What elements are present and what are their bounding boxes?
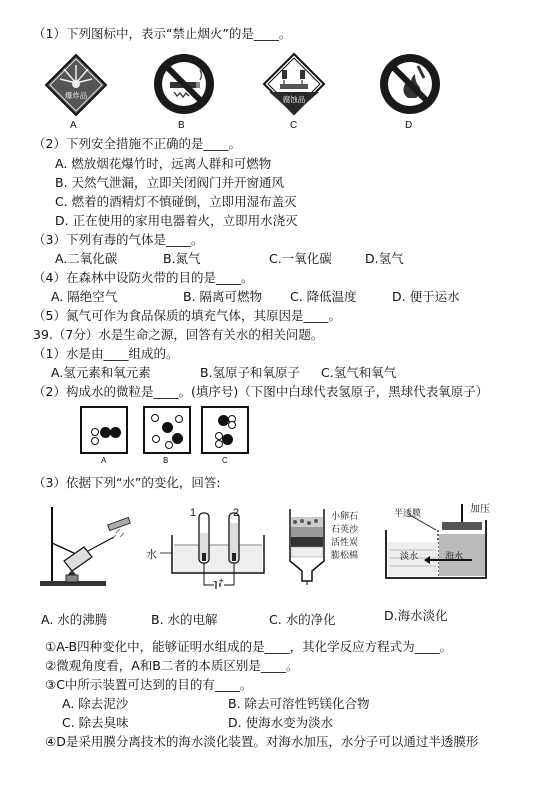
caption-c: C. 水的净化: [269, 612, 336, 627]
q4-option-b: B. 隔离可燃物: [183, 289, 263, 304]
q39-s1: ①A-B四种变化中，能够证明水组成的是____，其化学反应方程式为____。: [45, 639, 453, 654]
q39-sub3: （3）依据下列“水”的变化，回答:: [33, 475, 221, 490]
no-fire-icon: [378, 52, 442, 116]
q2-option-a: A. 燃放烟花爆竹时，远离人群和可燃物: [55, 156, 272, 171]
filter-layer-1: 小卵石: [331, 511, 359, 521]
fresh-water-label: 淡水: [400, 551, 419, 561]
explosive-label: 爆炸品: [64, 91, 88, 100]
q39-s3-option-d: D. 使海水变为淡水: [228, 715, 334, 730]
q39-s3: ③C中所示装置可达到的目的有____。: [45, 677, 253, 692]
q3-option-a: A.二氧化碳: [55, 251, 118, 266]
icon-letter-c: C: [290, 120, 298, 131]
water-filter-figure: [286, 505, 328, 585]
pressure-label: 加压: [470, 504, 490, 515]
q2-option-d: D. 正在使用的家用电器着火，立即用水浇灭: [55, 213, 298, 228]
q39-sub1-option-c: C.氢气和氧气: [321, 365, 397, 380]
electrode-label-2: 2: [233, 507, 240, 519]
q39-sub1-option-a: A.氢元素和氧元素: [51, 365, 151, 380]
q39-sub1-option-b: B.氢原子和氧原子: [200, 365, 301, 380]
q4-option-a: A. 隔绝空气: [51, 289, 118, 304]
q5-stem: （5）氮气可作为食品保质的填充气体，其原因是____。: [33, 308, 341, 323]
particle-letter-b: B: [163, 456, 169, 465]
q39-s3-option-c: C. 除去臭味: [62, 715, 129, 730]
q39-s3-option-b: B. 除去可溶性钙镁化合物: [228, 696, 370, 711]
q2-stem: （2）下列安全措施不正确的是____。: [33, 136, 241, 151]
filter-layer-2: 石英沙: [331, 524, 359, 534]
explosive-hazard-icon: [44, 53, 108, 117]
q4-stem: （4）在森林中设防火带的目的是____。: [33, 270, 254, 285]
q3-option-b: B.氮气: [163, 251, 201, 266]
icon-letter-a: A: [70, 120, 77, 131]
electrolysis-apparatus-figure: [142, 505, 272, 595]
particle-box-a: [80, 406, 128, 454]
polarity-label: - +: [213, 576, 224, 586]
icon-letter-d: D: [405, 120, 413, 131]
membrane-label: 半透膜: [394, 508, 422, 518]
q3-option-d: D.氢气: [365, 251, 404, 266]
q39-s3-option-a: A. 除去泥沙: [62, 696, 129, 711]
water-label: 水: [146, 549, 157, 561]
electrode-label-1: 1: [190, 507, 197, 519]
particle-box-c: [201, 406, 249, 454]
filter-layer-4: 膨松棉: [331, 550, 359, 560]
no-smoking-icon: [152, 52, 216, 116]
q39-sub2: （2）构成水的微粒是____。(填序号)（下图中白球代表氢原子，黑球代表氧原子）: [33, 384, 489, 399]
caption-b: B. 水的电解: [151, 612, 218, 627]
q1-stem: （1）下列图标中，表示“禁止烟火”的是____。: [33, 26, 292, 41]
q4-option-d: D. 便于运水: [392, 289, 460, 304]
q39-sub1: （1）水是由____组成的。: [33, 346, 179, 361]
particle-letter-a: A: [101, 456, 107, 465]
particle-letter-c: C: [222, 456, 228, 465]
caption-a: A. 水的沸腾: [41, 612, 108, 627]
q39-s2: ②微观角度看，A和B二者的本质区别是____。: [45, 658, 299, 673]
q39-stem: 39.（7分）水是生命之源，回答有关水的相关问题。: [33, 327, 324, 342]
icon-letter-b: B: [178, 120, 185, 131]
corrosive-hazard-icon: [262, 52, 326, 116]
q2-option-c: C. 燃着的酒精灯不慎碰倒，立即用湿布盖灭: [55, 194, 297, 209]
sea-water-label: 海水: [445, 551, 464, 561]
boiling-apparatus-figure: [36, 503, 136, 588]
q39-s4: ④D是采用膜分离技术的海水淡化装置。对海水加压，水分子可以通过半透膜形: [45, 734, 479, 749]
corrosive-label: 腐蚀品: [282, 95, 306, 104]
q3-option-c: C.一氧化碳: [269, 251, 332, 266]
q2-option-b: B. 天然气泄漏，立即关闭阀门并开窗通风: [55, 175, 285, 190]
filter-layer-3: 活性炭: [331, 537, 359, 547]
particle-box-b: [143, 406, 191, 454]
q4-option-c: C. 降低温度: [290, 289, 357, 304]
caption-d: D.海水淡化: [384, 608, 448, 623]
q3-stem: （3）下列有毒的气体是____。: [33, 232, 204, 247]
